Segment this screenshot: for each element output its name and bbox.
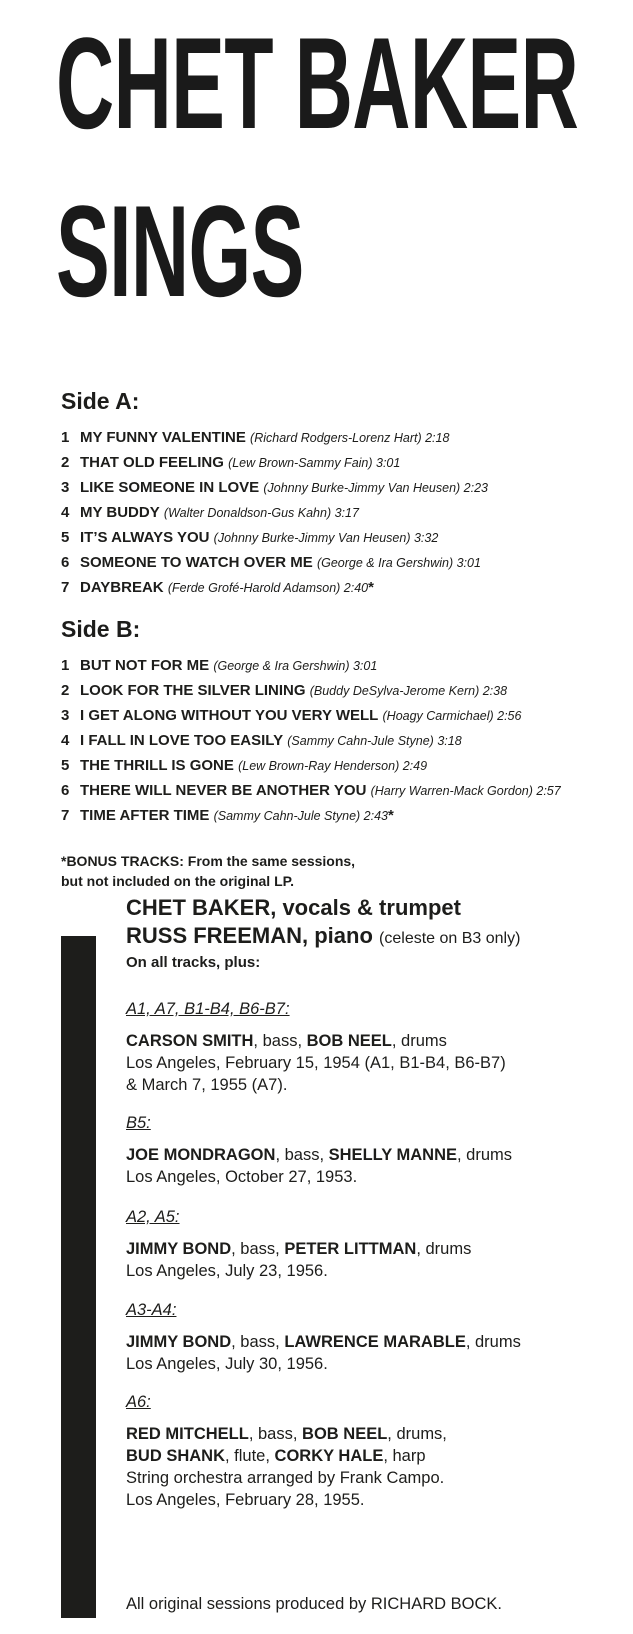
track-row — [61, 728, 631, 753]
session-label: A2, A5: — [126, 1208, 180, 1226]
track-row — [61, 525, 631, 550]
track-row — [61, 778, 631, 803]
musician-role: , drums — [391, 1032, 447, 1050]
track-title: BUT NOT FOR ME — [80, 657, 210, 674]
track-credit: (Buddy DeSylva-Jerome Kern) 2:38 — [309, 684, 508, 698]
track-row — [61, 678, 631, 703]
musician-name: LAWRENCE MARABLE — [284, 1333, 466, 1351]
session-group — [126, 1391, 626, 1511]
musician-name: JIMMY BOND — [126, 1333, 232, 1351]
musician-role: , bass, — [253, 1032, 307, 1050]
track-row — [61, 753, 631, 778]
side-a-heading: Side A: — [61, 388, 140, 414]
track-credit: (George & Ira Gershwin) 3:01 — [213, 659, 378, 673]
musician-name: CARSON SMITH — [126, 1032, 254, 1050]
track-credit: (Hoagy Carmichael) 2:56 — [382, 709, 522, 723]
bonus-note-line-1: *BONUS TRACKS: From the same sessions, — [61, 853, 356, 869]
side-b-tracklist — [61, 653, 631, 828]
musician-name: BOB NEEL — [306, 1032, 392, 1050]
track-number: 4 — [61, 504, 70, 521]
session-note: Los Angeles, February 28, 1955. — [126, 1491, 365, 1509]
track-number: 2 — [61, 682, 70, 699]
session-label: B5: — [126, 1114, 151, 1132]
track-credit: (Walter Donaldson-Gus Kahn) 3:17 — [163, 506, 359, 520]
lead-artist-2-note: (celeste on B3 only) — [379, 930, 521, 947]
musician-name: BOB NEEL — [302, 1425, 388, 1443]
track-title: MY BUDDY — [80, 504, 160, 521]
musician-role: , drums — [465, 1333, 521, 1351]
session-label: A3-A4: — [126, 1301, 177, 1319]
track-number: 1 — [61, 657, 70, 674]
session-note: Los Angeles, July 23, 1956. — [126, 1262, 328, 1280]
track-credit: (Johnny Burke-Jimmy Van Heusen) 2:23 — [263, 481, 488, 495]
track-credit: (Richard Rodgers-Lorenz Hart) 2:18 — [250, 431, 450, 445]
track-credit: (Sammy Cahn-Jule Styne) 3:18 — [287, 734, 462, 748]
track-credit: (Johnny Burke-Jimmy Van Heusen) 3:32 — [213, 531, 439, 545]
musician-role: , bass, — [275, 1146, 329, 1164]
musician-name: JIMMY BOND — [126, 1240, 232, 1258]
musician-name: CORKY HALE — [274, 1447, 384, 1465]
track-credit: (Ferde Grofé-Harold Adamson) 2:40 — [167, 581, 369, 595]
musician-role: , drums, — [387, 1425, 447, 1443]
track-title: I FALL IN LOVE TOO EASILY — [80, 732, 284, 749]
on-all-tracks-note: On all tracks, plus: — [126, 954, 261, 971]
musician-name: JOE MONDRAGON — [126, 1146, 276, 1164]
session-group — [126, 1299, 626, 1375]
session-group — [126, 1206, 626, 1282]
track-row — [61, 550, 631, 575]
track-title: THE THRILL IS GONE — [80, 757, 234, 774]
session-note: & March 7, 1955 (A7). — [126, 1076, 288, 1094]
track-credit: (Harry Warren-Mack Gordon) 2:57 — [370, 784, 561, 798]
musician-role: , bass, — [231, 1240, 285, 1258]
side-a-tracklist — [61, 425, 631, 600]
track-row — [61, 450, 631, 475]
session-group — [126, 1112, 626, 1188]
track-number: 6 — [61, 782, 70, 799]
bonus-note-line-2: but not included on the original LP. — [61, 873, 295, 889]
lineup-line — [126, 1423, 626, 1445]
lead-artist-1: CHET BAKER, vocals & trumpet — [126, 895, 461, 920]
session-note: Los Angeles, October 27, 1953. — [126, 1168, 358, 1186]
lineup-line — [126, 1238, 626, 1260]
title-line-2: SINGS — [56, 178, 304, 324]
personnel-header — [126, 894, 626, 973]
track-title: I GET ALONG WITHOUT YOU VERY WELL — [80, 707, 379, 724]
track-title: MY FUNNY VALENTINE — [80, 429, 246, 446]
lineup-line — [126, 1331, 626, 1353]
bonus-marker: * — [388, 807, 394, 824]
track-title: TIME AFTER TIME — [80, 807, 210, 824]
session-note: Los Angeles, July 30, 1956. — [126, 1355, 328, 1373]
track-number: 2 — [61, 454, 70, 471]
lead-artist-2-name: RUSS FREEMAN, piano — [126, 923, 373, 948]
musician-role: , harp — [383, 1447, 426, 1465]
session-label: A6: — [126, 1393, 151, 1411]
lineup-line — [126, 1030, 626, 1052]
side-b-heading: Side B: — [61, 616, 141, 642]
bonus-note — [61, 851, 355, 891]
musician-name: SHELLY MANNE — [328, 1146, 457, 1164]
track-number: 7 — [61, 579, 70, 596]
track-credit: (Lew Brown-Sammy Fain) 3:01 — [228, 456, 401, 470]
track-number: 1 — [61, 429, 70, 446]
musician-name: RED MITCHELL — [126, 1425, 249, 1443]
lead-artist-2 — [126, 922, 626, 953]
track-credit: (Sammy Cahn-Jule Styne) 2:43 — [213, 809, 388, 823]
track-title: SOMEONE TO WATCH OVER ME — [80, 554, 313, 571]
track-number: 5 — [61, 529, 70, 546]
track-title: IT’S ALWAYS YOU — [80, 529, 210, 546]
track-row — [61, 703, 631, 728]
track-title: THAT OLD FEELING — [80, 454, 224, 471]
track-number: 7 — [61, 807, 70, 824]
track-title: LIKE SOMEONE IN LOVE — [80, 479, 260, 496]
musician-role: , drums — [416, 1240, 472, 1258]
musician-name: BUD SHANK — [126, 1447, 225, 1465]
session-note: Los Angeles, February 15, 1954 (A1, B1-B4, B6-B7) — [126, 1054, 506, 1072]
track-credit: (George & Ira Gershwin) 3:01 — [316, 556, 481, 570]
track-title: LOOK FOR THE SILVER LINING — [80, 682, 306, 699]
track-row — [61, 803, 631, 828]
session-group — [126, 998, 626, 1096]
personnel-side-bar — [61, 936, 96, 1618]
track-row — [61, 653, 631, 678]
bonus-marker: * — [368, 579, 374, 596]
session-label: A1, A7, B1-B4, B6-B7: — [126, 1000, 290, 1018]
musician-name: PETER LITTMAN — [284, 1240, 417, 1258]
lineup-line — [126, 1144, 626, 1166]
track-number: 6 — [61, 554, 70, 571]
lineup-line — [126, 1445, 626, 1467]
track-number: 5 — [61, 757, 70, 774]
track-row — [61, 575, 631, 600]
musician-role: , bass, — [248, 1425, 303, 1443]
musician-role: , drums — [457, 1146, 513, 1164]
track-number: 4 — [61, 732, 70, 749]
track-number: 3 — [61, 479, 70, 496]
track-row — [61, 425, 631, 450]
track-number: 3 — [61, 707, 70, 724]
title-line-1: CHET BAKER — [56, 10, 579, 156]
track-row — [61, 475, 631, 500]
track-credit: (Lew Brown-Ray Henderson) 2:49 — [238, 759, 428, 773]
musician-role: , flute, — [225, 1447, 275, 1465]
track-title: DAYBREAK — [80, 579, 164, 596]
track-row — [61, 500, 631, 525]
producer-credit: All original sessions produced by RICHARD BOCK. — [126, 1595, 502, 1613]
musician-role: , bass, — [231, 1333, 285, 1351]
track-title: THERE WILL NEVER BE ANOTHER YOU — [80, 782, 367, 799]
session-note: String orchestra arranged by Frank Campo. — [126, 1469, 445, 1487]
